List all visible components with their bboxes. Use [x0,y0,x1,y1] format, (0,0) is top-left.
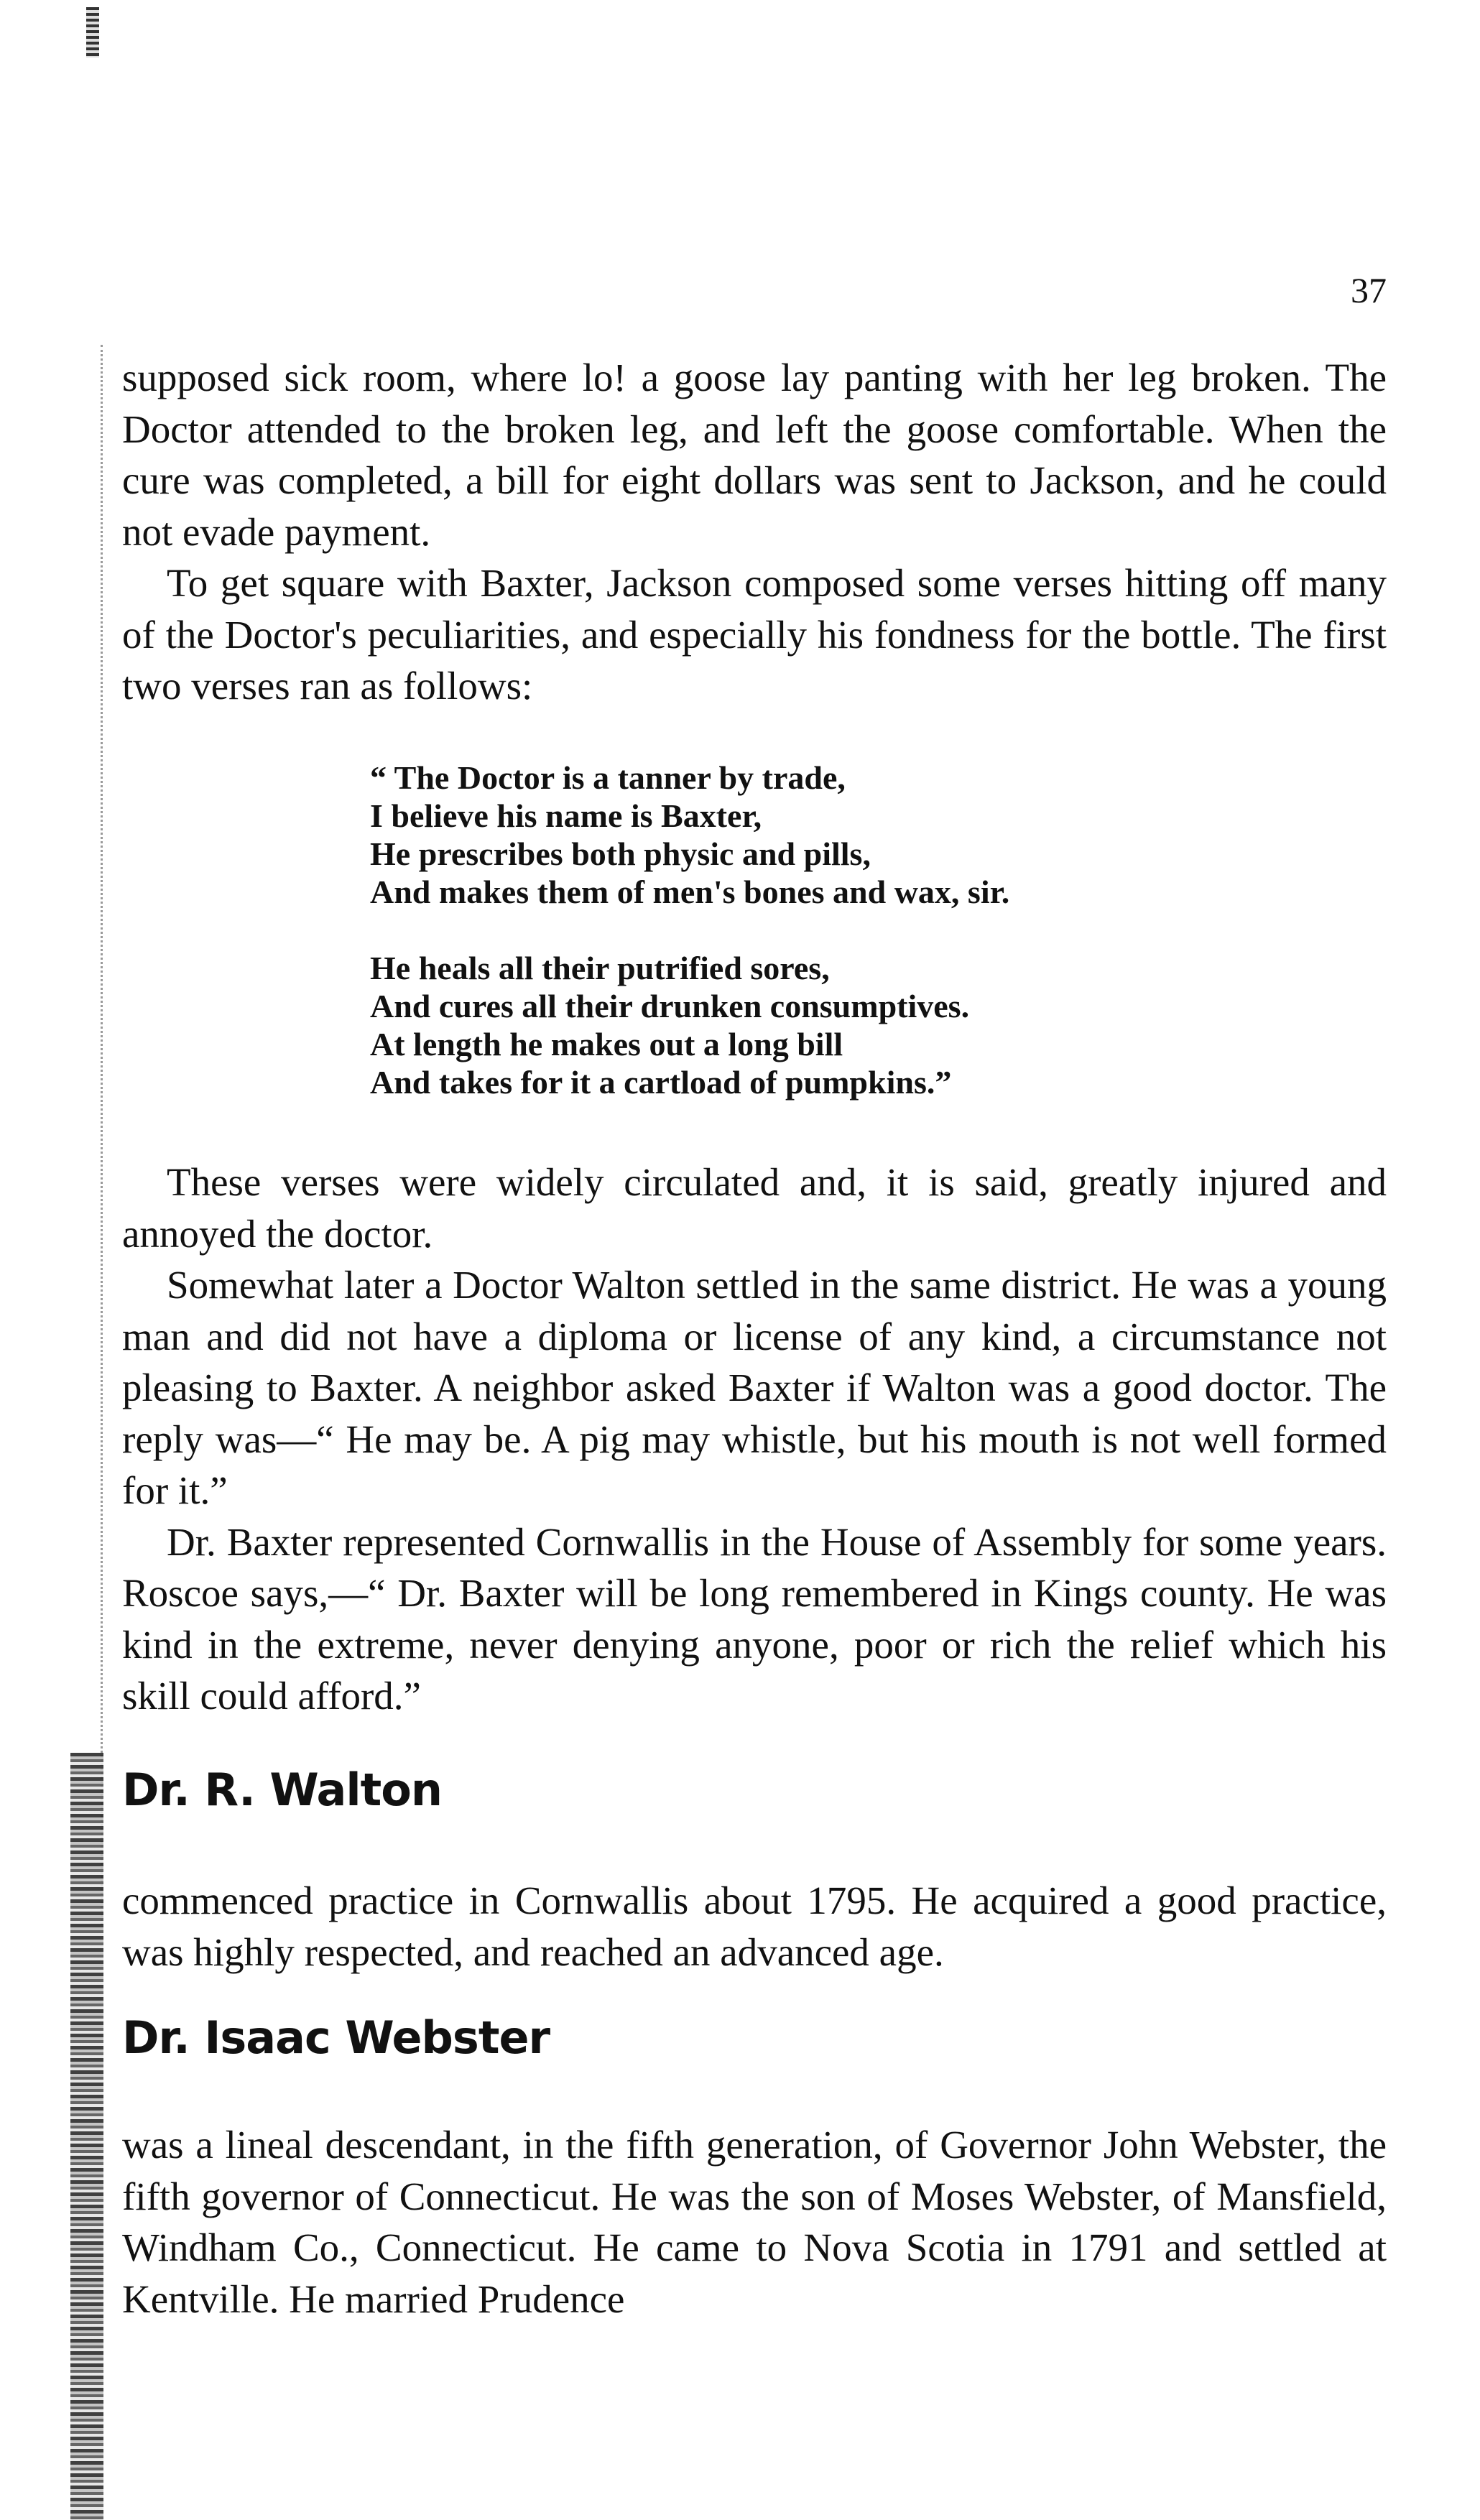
paragraph: Dr. Baxter represented Cornwallis in the House of Assembly for some years. Roscoe says,—“ Dr. Baxter will be long remembered in Kings county. He was kind in the extreme, never denying anyone, poor or rich the relief which his skill could afford.” [122,1519,1387,1718]
verse-stanza-1 [370,759,1232,911]
verse-line: And makes them of men's bones and wax, sir. [370,874,1010,910]
scan-gutter-dots [101,345,110,1925]
scan-gutter-noise [70,1753,103,2520]
section-heading-webster: Dr. Isaac Webster [122,2011,550,2064]
paragraph-continued: supposed sick room, where lo! a goose lay panting with her leg broken. The Doctor attended to the broken leg, and left the goose comfortable. When the cure was completed, a bill for eight dollars was sent to Jackson, and he could not evade payment. [122,356,1387,554]
paragraph: Somewhat later a Doctor Walton settled in the same district. He was a young man and did not have a diploma or license of any kind, a circumstance not pleasing to Baxter. A neighbor asked Baxter if Walton was a good doctor. The reply was—“ He may be. A pig may whistle, but his mouth is not well formed for it.” [122,1263,1387,1512]
paragraph: was a lineal descendant, in the fifth generation, of Governor John Webster, the fifth governor of Connecticut. He was the son of Moses Webster, of Mansfield, Windham Co., Connecticut. He came to Nova Scotia in 1791 and settled at Kentville. He married Prudence [122,2123,1387,2321]
verse-line: At length he makes out a long bill [370,1026,843,1062]
verse-stanza-2 [370,949,1232,1101]
text-block-top [122,352,1387,712]
paragraph: commenced practice in Cornwallis about 1795. He acquired a good practice, was highly respected, and reached an advanced age. [122,1879,1387,1974]
text-block-middle [122,1157,1387,1722]
verse-line: He prescribes both physic and pills, [370,835,871,872]
scan-gutter-artifact-top [86,7,99,57]
section-heading-walton: Dr. R. Walton [122,1764,443,1816]
verse-line: He heals all their putrified sores, [370,950,830,986]
page-number: 37 [1351,270,1387,310]
verse-block [370,759,1232,1139]
text-block-walton [122,1875,1387,1978]
verse-line: And cures all their drunken consumptives. [370,988,970,1024]
verse-line: And takes for it a cartload of pumpkins.” [370,1064,952,1101]
verse-line: “ The Doctor is a tanner by trade, [370,759,846,796]
verse-line: I believe his name is Baxter, [370,797,762,834]
paragraph: These verses were widely circulated and, it is said, greatly injured and annoyed the doctor. [122,1160,1387,1256]
text-block-webster [122,2119,1387,2325]
paragraph: To get square with Baxter, Jackson composed some verses hitting off many of the Doctor's peculiarities, and especially his fondness for the bottle. The first two verses ran as follows: [122,561,1387,708]
